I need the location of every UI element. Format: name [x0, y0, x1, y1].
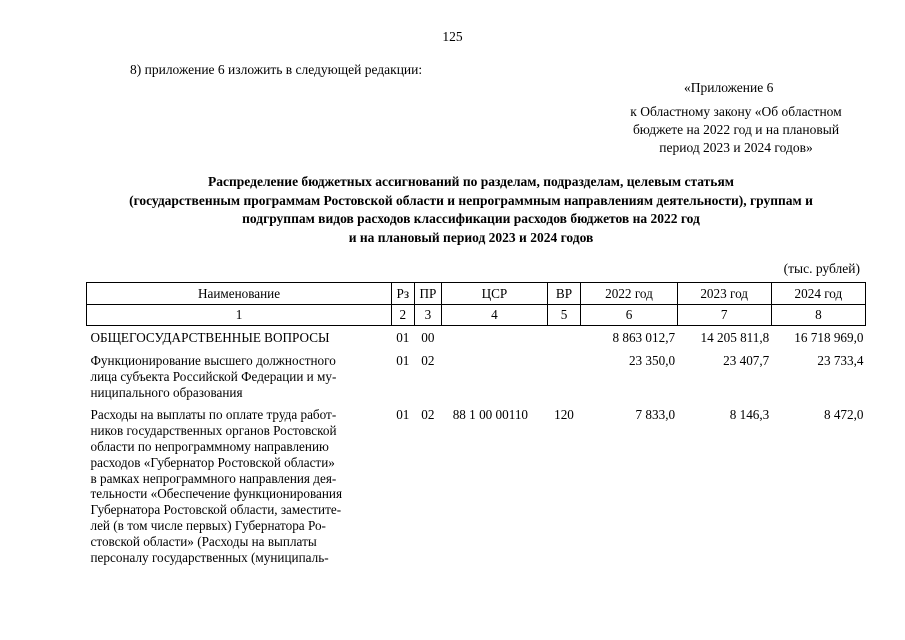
row-name-line: ниципального образования — [90, 384, 243, 400]
row-2024: 16 718 969,0 — [794, 330, 864, 345]
column-number: 8 — [771, 305, 865, 326]
row-2023: 23 407,7 — [723, 353, 770, 368]
budget-table — [86, 282, 866, 568]
row-name — [87, 403, 392, 568]
row-name — [87, 349, 392, 403]
row-name-line: области по непрограммному направлению — [90, 438, 329, 454]
header-vr: ВР — [547, 283, 581, 305]
column-number: 1 — [87, 305, 392, 326]
table-row — [87, 403, 866, 568]
row-name — [87, 326, 392, 350]
row-vr — [547, 349, 581, 403]
row-2024: 8 472,0 — [823, 407, 864, 423]
appendix-title: «Приложение 6 — [684, 80, 774, 95]
row-name-line: ников государственных органов Ростовской — [90, 423, 337, 439]
appendix-reference — [606, 103, 866, 157]
row-name-line: ОБЩЕГОСУДАРСТВЕННЫЕ ВОПРОСЫ — [90, 330, 330, 345]
appendix-reference-line: бюджете на 2022 год и на плановый — [632, 122, 840, 137]
row-2024: 23 733,4 — [817, 353, 864, 368]
row-pr: 00 — [421, 330, 435, 345]
row-name-line: в рамках непрограммного направления дея- — [90, 470, 337, 486]
header-2023: 2023 год — [677, 283, 771, 305]
column-number: 6 — [581, 305, 677, 326]
row-csr: 88 1 00 00110 — [452, 407, 529, 423]
header-csr: ЦСР — [442, 283, 547, 305]
row-csr — [442, 326, 547, 350]
appendix-reference-line: к Областному закону «Об областном — [630, 104, 842, 119]
row-2022: 7 833,0 — [635, 407, 676, 423]
row-pr: 02 — [421, 407, 435, 423]
intro-text: 8) приложение 6 изложить в следующей редакции: — [130, 62, 423, 77]
row-name-line: Расходы на выплаты по оплате труда работ- — [90, 407, 337, 423]
row-name-line: стовской области» (Расходы на выплаты — [90, 533, 317, 549]
table-row — [87, 349, 866, 403]
document-title-line: Распределение бюджетных ассигнований по разделам, подразделам, целевым статьям — [208, 174, 734, 189]
row-2023: 14 205 811,8 — [700, 330, 770, 345]
header-2024: 2024 год — [771, 283, 865, 305]
header-pr: ПР — [414, 283, 442, 305]
column-number: 3 — [414, 305, 442, 326]
table-header-row — [87, 283, 866, 305]
row-2022: 8 863 012,7 — [612, 330, 676, 345]
units-label: (тыс. рублей) — [783, 261, 860, 276]
row-csr — [442, 349, 547, 403]
document-title-line: подгруппам видов расходов классификации расходов бюджетов на 2022 год — [242, 211, 700, 226]
header-name: Наименование — [87, 283, 392, 305]
page-number: 125 — [442, 29, 463, 44]
row-name-line: Губернатора Ростовской области, заместите- — [90, 502, 342, 518]
appendix-reference-line: период 2023 и 2024 годов» — [659, 140, 813, 155]
row-rz: 01 — [396, 330, 410, 345]
header-2022: 2022 год — [581, 283, 677, 305]
row-pr: 02 — [421, 353, 435, 368]
table-row — [87, 326, 866, 350]
row-rz: 01 — [396, 407, 410, 423]
row-name-line: лей (в том числе первых) Губернатора Ро- — [90, 517, 326, 533]
row-name-line: расходов «Губернатор Ростовской области» — [90, 454, 335, 470]
document-title-line: и на плановый период 2023 и 2024 годов — [348, 229, 594, 245]
row-name-line: лица субъекта Российской Федерации и му- — [90, 368, 337, 384]
row-vr: 120 — [554, 407, 574, 423]
column-number: 7 — [677, 305, 771, 326]
header-rz: Рз — [392, 283, 415, 305]
document-title-line: (государственным программам Ростовской области и непрограммным направлениям деятельности), группам и — [129, 192, 813, 208]
column-number: 5 — [547, 305, 581, 326]
row-2023: 8 146,3 — [729, 407, 770, 423]
row-2022: 23 350,0 — [628, 353, 676, 368]
column-number: 4 — [442, 305, 547, 326]
row-rz: 01 — [396, 353, 410, 368]
column-number-row — [87, 305, 866, 326]
row-name-line: персоналу государственных (муниципаль- — [90, 549, 329, 565]
row-vr — [547, 326, 581, 350]
row-name-line: Функционирование высшего должностного — [90, 353, 336, 368]
document-title — [80, 173, 862, 247]
row-name-line: тельности «Обеспечение функционирования — [90, 486, 343, 502]
column-number: 2 — [392, 305, 415, 326]
